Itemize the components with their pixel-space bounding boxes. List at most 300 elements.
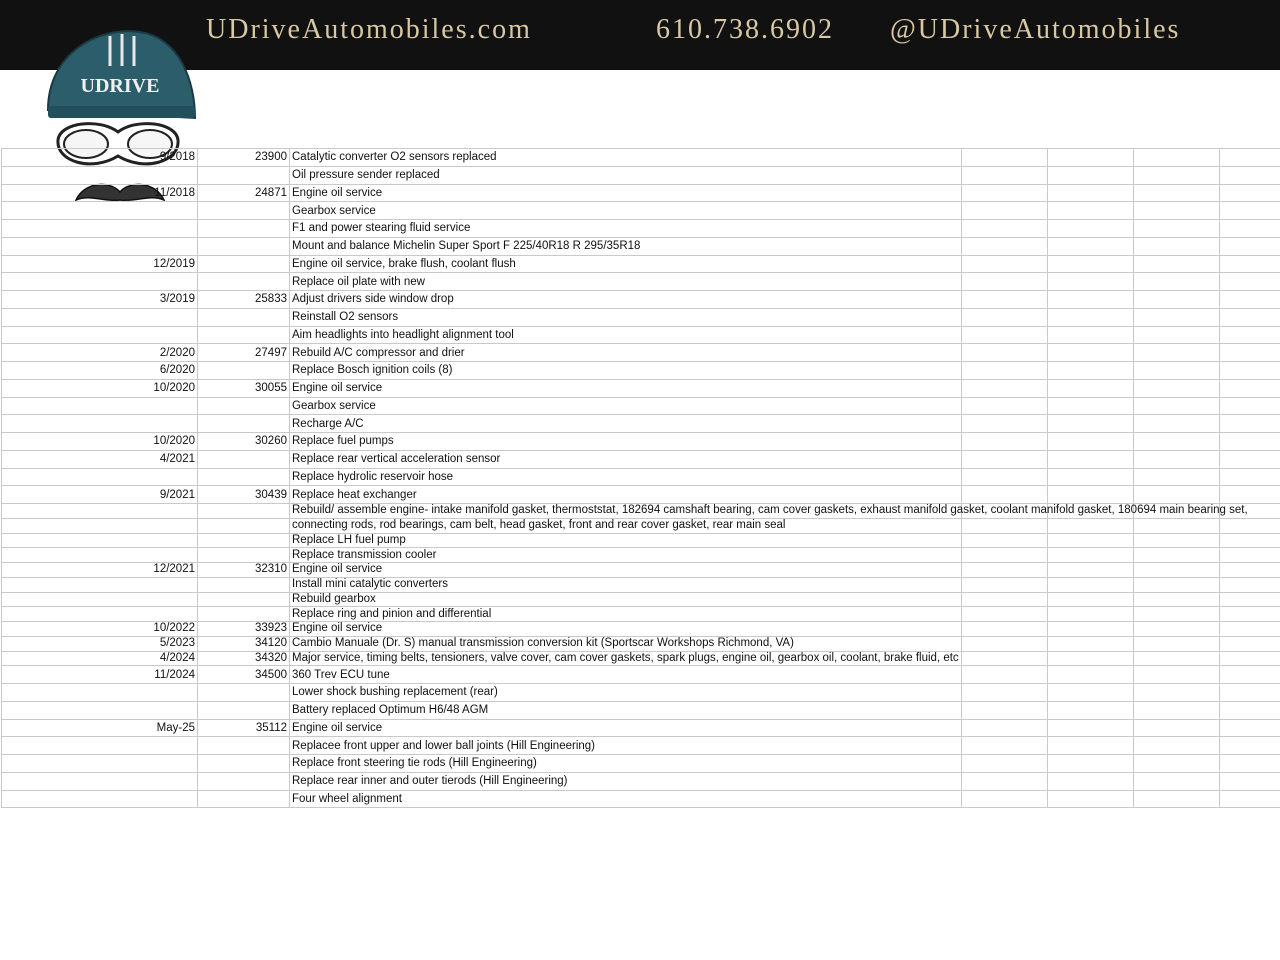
logo-text: UDRIVE <box>80 75 160 97</box>
empty-cell <box>1048 255 1134 273</box>
empty-cell <box>1134 636 1220 651</box>
date-cell <box>2 166 198 184</box>
date-cell: 10/2022 <box>2 622 198 637</box>
empty-cell <box>962 326 1048 344</box>
empty-cell <box>1134 291 1220 309</box>
mileage-cell: 30439 <box>198 486 290 504</box>
phone-text: 610.738.6902 <box>656 14 834 45</box>
empty-cell <box>1134 397 1220 415</box>
empty-cell <box>1220 433 1280 451</box>
empty-cell <box>962 636 1048 651</box>
date-cell <box>2 790 198 808</box>
empty-cell <box>962 450 1048 468</box>
empty-cell <box>962 379 1048 397</box>
empty-cell <box>1134 273 1220 291</box>
date-cell <box>2 518 198 533</box>
service-description-cell: Replace ring and pinion and differential <box>290 607 962 622</box>
empty-cell <box>1134 533 1220 548</box>
date-cell <box>2 533 198 548</box>
empty-cell <box>1134 220 1220 238</box>
date-cell <box>2 684 198 702</box>
empty-cell <box>962 237 1048 255</box>
mileage-cell <box>198 577 290 592</box>
service-description-cell: Rebuild/ assemble engine- intake manifold gasket, thermoststat, 182694 camshaft bearing, cam cover gaskets, exhaust manifold gasket, coolant manifold gasket, 180694 main bearing set, <box>290 504 962 519</box>
mileage-cell: 34500 <box>198 666 290 684</box>
service-description-cell: Replace Bosch ignition coils (8) <box>290 362 962 380</box>
empty-cell <box>962 415 1048 433</box>
empty-cell <box>1048 651 1134 666</box>
date-cell: 9/2018 <box>2 149 198 167</box>
date-cell <box>2 548 198 563</box>
empty-cell <box>1220 737 1280 755</box>
date-cell <box>2 202 198 220</box>
empty-cell <box>962 737 1048 755</box>
empty-cell <box>1048 273 1134 291</box>
service-description-cell: Replace rear inner and outer tierods (Hill Engineering) <box>290 772 962 790</box>
empty-cell <box>1134 166 1220 184</box>
service-description-cell: Replace front steering tie rods (Hill Engineering) <box>290 755 962 773</box>
empty-cell <box>1134 684 1220 702</box>
empty-cell <box>962 701 1048 719</box>
empty-cell <box>1220 379 1280 397</box>
empty-cell <box>1048 326 1134 344</box>
empty-cell <box>1048 548 1134 563</box>
service-description-cell: Major service, timing belts, tensioners, valve cover, cam cover gaskets, spark plugs, engine oil, gearbox oil, coolant, brake fluid, etc <box>290 651 962 666</box>
empty-cell <box>1220 397 1280 415</box>
empty-cell <box>962 548 1048 563</box>
service-description-cell: Adjust drivers side window drop <box>290 291 962 309</box>
table-row <box>2 397 1280 415</box>
date-cell: 9/2021 <box>2 486 198 504</box>
table-row <box>2 684 1280 702</box>
service-description-cell: Replacee front upper and lower ball joints (Hill Engineering) <box>290 737 962 755</box>
empty-cell <box>962 518 1048 533</box>
empty-cell <box>962 166 1048 184</box>
service-description-cell: Mount and balance Michelin Super Sport F 225/40R18 R 295/35R18 <box>290 237 962 255</box>
empty-cell <box>962 468 1048 486</box>
empty-cell <box>1220 755 1280 773</box>
empty-cell <box>962 651 1048 666</box>
service-description-cell: Replace heat exchanger <box>290 486 962 504</box>
mileage-cell <box>198 166 290 184</box>
service-description-cell: Engine oil service <box>290 184 962 202</box>
empty-cell <box>962 308 1048 326</box>
table-row <box>2 719 1280 737</box>
empty-cell <box>962 291 1048 309</box>
service-description-cell: Four wheel alignment <box>290 790 962 808</box>
empty-cell <box>962 790 1048 808</box>
service-description-cell: Engine oil service <box>290 719 962 737</box>
mileage-cell: 30055 <box>198 379 290 397</box>
empty-cell <box>1048 563 1134 578</box>
empty-cell <box>1134 184 1220 202</box>
empty-cell <box>1134 651 1220 666</box>
empty-cell <box>1134 737 1220 755</box>
table-row <box>2 255 1280 273</box>
mileage-cell <box>198 772 290 790</box>
empty-cell <box>1220 326 1280 344</box>
table-row <box>2 755 1280 773</box>
mileage-cell: 27497 <box>198 344 290 362</box>
empty-cell <box>962 486 1048 504</box>
date-cell <box>2 504 198 519</box>
empty-cell <box>1048 166 1134 184</box>
table-row <box>2 666 1280 684</box>
table-row <box>2 450 1280 468</box>
empty-cell <box>962 344 1048 362</box>
empty-cell <box>1134 308 1220 326</box>
empty-cell <box>962 607 1048 622</box>
empty-cell <box>1134 237 1220 255</box>
mileage-cell: 23900 <box>198 149 290 167</box>
service-description-cell: Replace transmission cooler <box>290 548 962 563</box>
date-cell: 10/2020 <box>2 379 198 397</box>
empty-cell <box>1220 684 1280 702</box>
empty-cell <box>962 273 1048 291</box>
service-description-cell: connecting rods, rod bearings, cam belt, head gasket, front and rear cover gasket, rear main seal <box>290 518 962 533</box>
empty-cell <box>1134 415 1220 433</box>
mileage-cell <box>198 415 290 433</box>
date-cell: 3/2019 <box>2 291 198 309</box>
service-description-cell: Replace fuel pumps <box>290 433 962 451</box>
empty-cell <box>1048 149 1134 167</box>
mileage-cell: 34120 <box>198 636 290 651</box>
date-cell <box>2 592 198 607</box>
empty-cell <box>962 563 1048 578</box>
empty-cell <box>1048 772 1134 790</box>
table-row <box>2 563 1280 578</box>
date-cell <box>2 607 198 622</box>
empty-cell <box>1134 577 1220 592</box>
empty-cell <box>1134 326 1220 344</box>
empty-cell <box>1048 737 1134 755</box>
mileage-cell <box>198 362 290 380</box>
mileage-cell <box>198 397 290 415</box>
empty-cell <box>1220 622 1280 637</box>
date-cell <box>2 415 198 433</box>
mileage-cell: 32310 <box>198 563 290 578</box>
mileage-cell <box>198 326 290 344</box>
empty-cell <box>1220 166 1280 184</box>
date-cell: 12/2019 <box>2 255 198 273</box>
empty-cell <box>1134 701 1220 719</box>
empty-cell <box>1048 362 1134 380</box>
empty-cell <box>1134 790 1220 808</box>
date-cell: 5/2023 <box>2 636 198 651</box>
date-cell <box>2 326 198 344</box>
date-cell: 4/2021 <box>2 450 198 468</box>
empty-cell <box>1048 622 1134 637</box>
table-row <box>2 504 1280 519</box>
empty-cell <box>1048 184 1134 202</box>
date-cell <box>2 701 198 719</box>
date-cell <box>2 772 198 790</box>
mileage-cell: 25833 <box>198 291 290 309</box>
empty-cell <box>1048 607 1134 622</box>
mileage-cell <box>198 701 290 719</box>
service-description-cell: Engine oil service, brake flush, coolant flush <box>290 255 962 273</box>
empty-cell <box>1048 468 1134 486</box>
service-description-cell: Oil pressure sender replaced <box>290 166 962 184</box>
empty-cell <box>1220 719 1280 737</box>
service-description-cell: Engine oil service <box>290 563 962 578</box>
empty-cell <box>1134 622 1220 637</box>
date-cell: 11/2024 <box>2 666 198 684</box>
empty-cell <box>1220 202 1280 220</box>
mileage-cell <box>198 755 290 773</box>
date-cell: May-25 <box>2 719 198 737</box>
empty-cell <box>1220 468 1280 486</box>
date-cell: 12/2021 <box>2 563 198 578</box>
date-cell <box>2 273 198 291</box>
empty-cell <box>1048 719 1134 737</box>
service-description-cell: Replace oil plate with new <box>290 273 962 291</box>
empty-cell <box>1048 701 1134 719</box>
empty-cell <box>1134 772 1220 790</box>
date-cell: 6/2020 <box>2 362 198 380</box>
empty-cell <box>1048 636 1134 651</box>
mileage-cell <box>198 737 290 755</box>
service-description-cell: 360 Trev ECU tune <box>290 666 962 684</box>
empty-cell <box>1220 308 1280 326</box>
table-row <box>2 184 1280 202</box>
empty-cell <box>962 684 1048 702</box>
mileage-cell: 35112 <box>198 719 290 737</box>
empty-cell <box>1048 308 1134 326</box>
date-cell: 2/2020 <box>2 344 198 362</box>
service-description-cell: Rebuild gearbox <box>290 592 962 607</box>
mileage-cell: 30260 <box>198 433 290 451</box>
website-text: UDriveAutomobiles.com <box>206 14 532 45</box>
empty-cell <box>1220 636 1280 651</box>
service-description-cell: Recharge A/C <box>290 415 962 433</box>
empty-cell <box>1048 220 1134 238</box>
mileage-cell <box>198 308 290 326</box>
mileage-cell <box>198 450 290 468</box>
empty-cell <box>1048 291 1134 309</box>
date-cell: 10/2020 <box>2 433 198 451</box>
empty-cell <box>1220 291 1280 309</box>
mileage-cell <box>198 220 290 238</box>
empty-cell <box>1220 607 1280 622</box>
service-description-cell: Aim headlights into headlight alignment tool <box>290 326 962 344</box>
empty-cell <box>1134 666 1220 684</box>
service-description-cell: Catalytic converter O2 sensors replaced <box>290 149 962 167</box>
table-row <box>2 486 1280 504</box>
mileage-cell <box>198 533 290 548</box>
empty-cell <box>1048 666 1134 684</box>
service-description-cell: Engine oil service <box>290 379 962 397</box>
mileage-cell <box>198 684 290 702</box>
mileage-cell <box>198 273 290 291</box>
empty-cell <box>1048 450 1134 468</box>
empty-cell <box>962 149 1048 167</box>
table-row <box>2 548 1280 563</box>
date-cell <box>2 397 198 415</box>
empty-cell <box>1134 719 1220 737</box>
empty-cell <box>1220 701 1280 719</box>
empty-cell <box>962 533 1048 548</box>
service-description-cell: Lower shock bushing replacement (rear) <box>290 684 962 702</box>
empty-cell <box>1048 790 1134 808</box>
table-row <box>2 326 1280 344</box>
table-row <box>2 415 1280 433</box>
date-cell: 4/2024 <box>2 651 198 666</box>
date-cell <box>2 468 198 486</box>
empty-cell <box>962 255 1048 273</box>
table-row <box>2 592 1280 607</box>
table-row <box>2 433 1280 451</box>
service-description-cell: Rebuild A/C compressor and drier <box>290 344 962 362</box>
mileage-cell <box>198 790 290 808</box>
empty-cell <box>1220 415 1280 433</box>
mileage-cell <box>198 504 290 519</box>
table-row <box>2 379 1280 397</box>
empty-cell <box>1048 755 1134 773</box>
empty-cell <box>1048 577 1134 592</box>
service-history-table <box>1 148 1280 808</box>
empty-cell <box>1220 790 1280 808</box>
empty-cell <box>962 719 1048 737</box>
empty-cell <box>1134 518 1220 533</box>
service-description-cell: Replace LH fuel pump <box>290 533 962 548</box>
empty-cell <box>1048 344 1134 362</box>
date-cell <box>2 308 198 326</box>
empty-cell <box>962 433 1048 451</box>
mileage-cell <box>198 255 290 273</box>
empty-cell <box>1220 651 1280 666</box>
empty-cell <box>1220 220 1280 238</box>
empty-cell <box>1048 433 1134 451</box>
empty-cell <box>1220 772 1280 790</box>
table-row <box>2 344 1280 362</box>
empty-cell <box>1134 202 1220 220</box>
table-row <box>2 533 1280 548</box>
empty-cell <box>962 772 1048 790</box>
mileage-cell <box>198 592 290 607</box>
mileage-cell <box>198 468 290 486</box>
mileage-cell <box>198 518 290 533</box>
empty-cell <box>1134 450 1220 468</box>
date-cell <box>2 737 198 755</box>
empty-cell <box>1220 486 1280 504</box>
empty-cell <box>1134 592 1220 607</box>
table-row <box>2 202 1280 220</box>
empty-cell <box>1134 607 1220 622</box>
empty-cell <box>962 592 1048 607</box>
service-description-cell: Gearbox service <box>290 397 962 415</box>
empty-cell <box>1134 468 1220 486</box>
date-cell <box>2 237 198 255</box>
table-row <box>2 291 1280 309</box>
social-handle-text: @UDriveAutomobiles <box>890 14 1181 45</box>
empty-cell <box>1134 563 1220 578</box>
empty-cell <box>1048 684 1134 702</box>
empty-cell <box>1220 450 1280 468</box>
empty-cell <box>962 202 1048 220</box>
date-cell <box>2 220 198 238</box>
empty-cell <box>1134 755 1220 773</box>
service-description-cell: Battery replaced Optimum H6/48 AGM <box>290 701 962 719</box>
table-row <box>2 273 1280 291</box>
empty-cell <box>962 220 1048 238</box>
empty-cell <box>962 577 1048 592</box>
empty-cell <box>962 362 1048 380</box>
table-row <box>2 149 1280 167</box>
mileage-cell: 33923 <box>198 622 290 637</box>
empty-cell <box>962 622 1048 637</box>
empty-cell <box>1048 533 1134 548</box>
empty-cell <box>1048 518 1134 533</box>
empty-cell <box>1220 548 1280 563</box>
service-description-cell: F1 and power stearing fluid service <box>290 220 962 238</box>
service-description-cell: Gearbox service <box>290 202 962 220</box>
empty-cell <box>962 184 1048 202</box>
empty-cell <box>1220 563 1280 578</box>
table-row <box>2 607 1280 622</box>
table-row <box>2 737 1280 755</box>
empty-cell <box>1220 592 1280 607</box>
empty-cell <box>1048 397 1134 415</box>
table-row <box>2 468 1280 486</box>
mileage-cell: 34320 <box>198 651 290 666</box>
table-row <box>2 651 1280 666</box>
mileage-cell <box>198 548 290 563</box>
empty-cell <box>1220 533 1280 548</box>
table-row <box>2 220 1280 238</box>
empty-cell <box>1220 273 1280 291</box>
empty-cell <box>1220 518 1280 533</box>
empty-cell <box>1134 486 1220 504</box>
empty-cell <box>1134 379 1220 397</box>
empty-cell <box>1134 548 1220 563</box>
service-description-cell: Cambio Manuale (Dr. S) manual transmission conversion kit (Sportscar Workshops Richmond, VA) <box>290 636 962 651</box>
empty-cell <box>1220 149 1280 167</box>
empty-cell <box>1220 362 1280 380</box>
table-row <box>2 362 1280 380</box>
date-cell <box>2 577 198 592</box>
date-cell: 11/2018 <box>2 184 198 202</box>
empty-cell <box>1134 344 1220 362</box>
date-cell <box>2 755 198 773</box>
table-row <box>2 622 1280 637</box>
table-row <box>2 308 1280 326</box>
service-description-cell: Replace rear vertical acceleration sensor <box>290 450 962 468</box>
table-row <box>2 518 1280 533</box>
service-description-cell: Replace hydrolic reservoir hose <box>290 468 962 486</box>
table-row <box>2 772 1280 790</box>
empty-cell <box>1134 433 1220 451</box>
empty-cell <box>1048 379 1134 397</box>
table-row <box>2 237 1280 255</box>
service-description-cell: Engine oil service <box>290 622 962 637</box>
mileage-cell: 24871 <box>198 184 290 202</box>
empty-cell <box>962 755 1048 773</box>
table-row <box>2 166 1280 184</box>
table-row <box>2 577 1280 592</box>
service-description-cell: Reinstall O2 sensors <box>290 308 962 326</box>
empty-cell <box>1048 592 1134 607</box>
empty-cell <box>1220 666 1280 684</box>
table-row <box>2 636 1280 651</box>
mileage-cell <box>198 607 290 622</box>
empty-cell <box>1134 149 1220 167</box>
empty-cell <box>962 397 1048 415</box>
empty-cell <box>1220 344 1280 362</box>
empty-cell <box>1220 184 1280 202</box>
empty-cell <box>962 666 1048 684</box>
empty-cell <box>1220 255 1280 273</box>
